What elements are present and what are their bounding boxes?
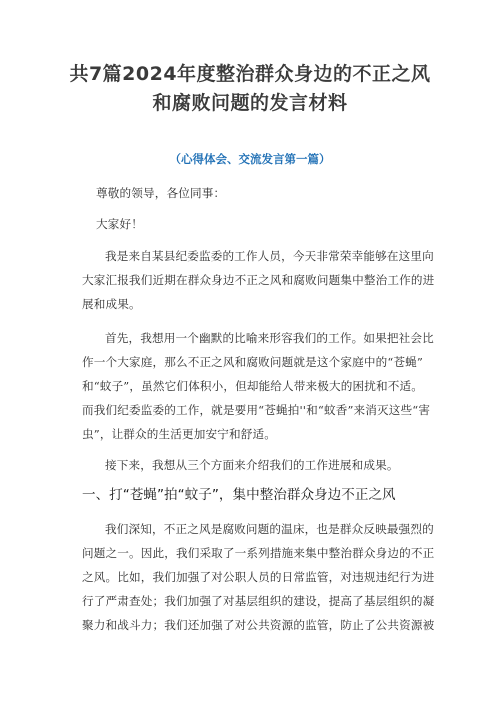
paragraph-line: 和“蚊子”，虽然它们体积小，但却能给人带来极大的困扰和不适。: [82, 379, 423, 393]
paragraph-line: 聚力和战斗力；我们还加强了对公共资源的监管，防止了公共资源被: [82, 618, 435, 632]
greeting: 大家好！: [96, 217, 143, 231]
paragraph-line: 首先，我想用一个幽默的比喻来形容我们的工作。如果把社会比: [105, 331, 434, 345]
paragraph-line: 行了严肃查处；我们加强了对基层组织的建设，提高了基层组织的凝: [82, 594, 435, 608]
paragraph-line: 问题之一。因此，我们采取了一系列措施来集中整治群众身边的不正: [82, 546, 435, 560]
paragraph-line: 之风。比如，我们加强了对公职人员的日常监管，对违规违纪行为进: [82, 570, 435, 584]
paragraph-line: 展和成果。: [82, 297, 141, 311]
document-subheading: （心得体会、交流发言第一篇）: [169, 152, 331, 166]
document-title-line-2: 和腐败问题的发言材料: [152, 92, 348, 114]
paragraph-line: 我是来自某县纪委监委的工作人员，今天非常荣幸能够在这里向: [105, 249, 434, 263]
paragraph-line: 我们深知，不正之风是腐败问题的温床，也是群众反映最强烈的: [105, 522, 434, 536]
paragraph-line: 大家汇报我们近期在群众身边不正之风和腐败问题集中整治工作的进: [82, 273, 435, 287]
paragraph-line: 作一个大家庭，那么不正之风和腐败问题就是这个家庭中的“苍蝇”: [82, 355, 423, 369]
paragraph-line: 接下来，我想从三个方面来介绍我们的工作进展和成果。: [105, 458, 399, 472]
paragraph-line: 虫”，让群众的生活更加安宁和舒适。: [82, 427, 276, 441]
document-title-line-1: 共7篇2024年度整治群众身边的不正之风: [69, 63, 431, 85]
paragraph-line: 而我们纪委监委的工作，就是要用“苍蝇拍''和“蚊香”来消灭这些“害: [82, 403, 431, 417]
section-heading: 一、打“苍蝇”拍“蚊子”，集中整治群众身边不正之风: [82, 487, 396, 503]
salutation: 尊敬的领导，各位同事：: [96, 186, 226, 200]
